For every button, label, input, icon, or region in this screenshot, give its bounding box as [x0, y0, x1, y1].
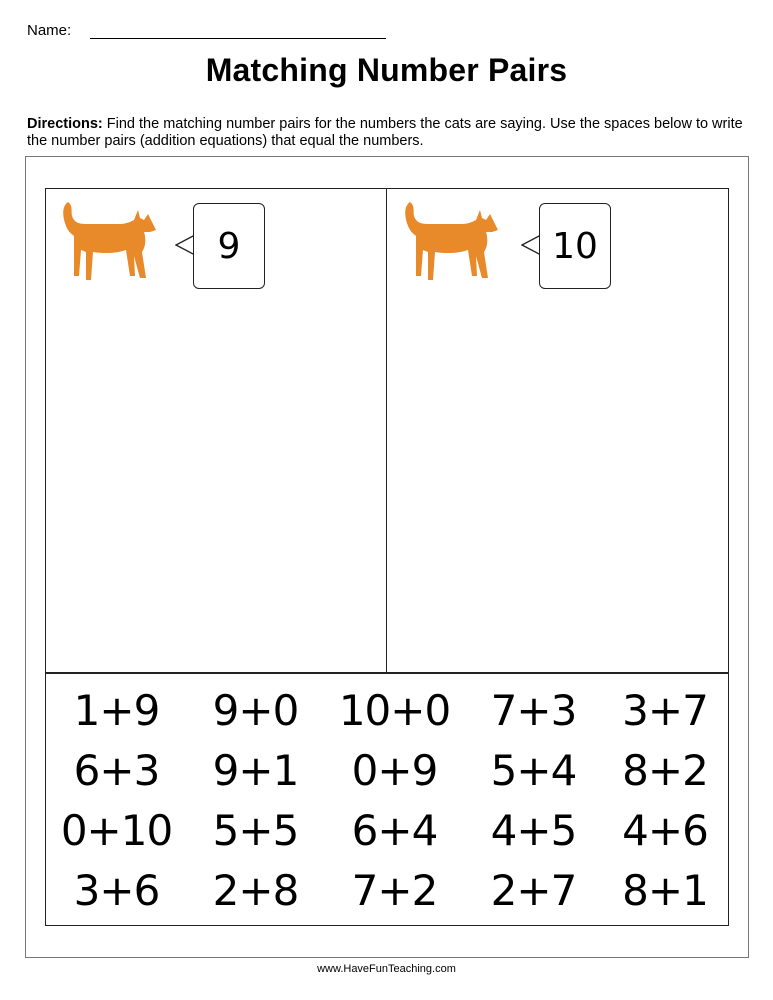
number-pair: 10+0 [338, 685, 451, 735]
speech-bubble-9: 9 [193, 203, 265, 289]
number-pair: 6+3 [73, 745, 160, 795]
number-pair: 3+6 [73, 865, 160, 915]
number-pair: 7+3 [490, 685, 577, 735]
cat-icon [402, 200, 500, 284]
directions [27, 116, 747, 150]
number-pair: 2+8 [212, 865, 299, 915]
number-pair: 7+2 [351, 865, 438, 915]
number-pair: 9+0 [212, 685, 299, 735]
name-input-line[interactable] [90, 38, 386, 39]
number-pair: 2+7 [490, 865, 577, 915]
directions-label: Directions: [27, 116, 103, 132]
number-pair: 4+5 [490, 805, 577, 855]
page-title: Matching Number Pairs [205, 52, 568, 88]
number-pair: 6+4 [351, 805, 438, 855]
number-pair: 0+10 [60, 805, 173, 855]
number-pair: 3+7 [622, 685, 708, 735]
name-label: Name: [27, 22, 72, 39]
number-pair: 8+1 [622, 865, 708, 915]
number-pair: 0+9 [351, 745, 438, 795]
number-pair: 9+1 [212, 745, 299, 795]
speech-bubble-tail [521, 234, 541, 256]
number-pair: 5+5 [212, 805, 299, 855]
answer-divider [386, 188, 387, 673]
speech-bubble-10: 10 [539, 203, 611, 289]
number-pair: 1+9 [73, 685, 160, 735]
speech-bubble-tail [175, 234, 195, 256]
cat-icon [60, 200, 158, 284]
number-pair: 5+4 [490, 745, 577, 795]
footer-site: www.HaveFunTeaching.com [317, 963, 456, 975]
number-pair: 4+6 [622, 805, 708, 855]
number-pairs-grid [47, 680, 727, 920]
number-pair: 8+2 [622, 745, 708, 795]
directions-text: Find the matching number pairs for the numbers the cats are saying. Use the spaces below to write the number pairs (addition equations) that equal the numbers. [27, 116, 743, 149]
